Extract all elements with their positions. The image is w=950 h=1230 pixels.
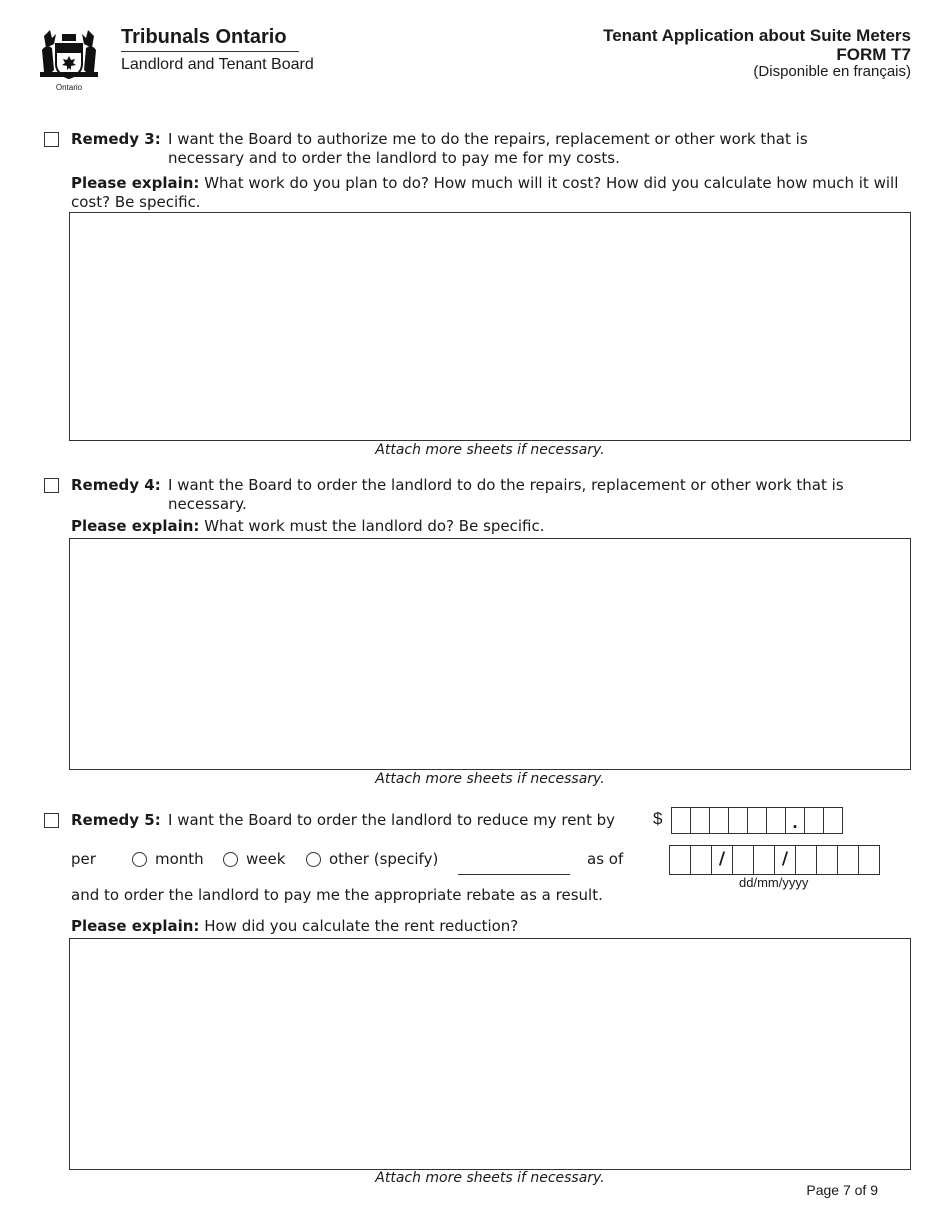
remedy-4-explain: [71, 517, 911, 536]
per-other-radio[interactable]: [306, 852, 321, 867]
date-separator: /: [718, 849, 726, 869]
remedy-4-explain-text: What work must the landlord do? Be specific.: [204, 517, 545, 535]
amount-cents-digit[interactable]: [823, 807, 843, 834]
date-separator-box: [774, 845, 796, 875]
amount-digit[interactable]: [747, 807, 767, 834]
french-availability-note: (Disponible en français): [753, 63, 911, 80]
decimal-separator: .: [792, 814, 798, 832]
per-week-label: week: [246, 850, 286, 868]
remedy-5-explain-text: How did you calculate the rent reduction?: [204, 917, 519, 935]
org-name: Tribunals Ontario: [121, 26, 287, 48]
remedy-3-explanation-textarea[interactable]: [69, 212, 911, 441]
other-specify-input[interactable]: [458, 852, 570, 875]
form-number: FORM T7: [836, 45, 911, 64]
ontario-coat-of-arms-logo: [36, 26, 102, 92]
remedy-3-explain-text: What work do you plan to do? How much will it cost? How did you calculate how much it will cost? Be specific.: [71, 174, 899, 211]
remedy-4-explanation-textarea[interactable]: [69, 538, 911, 770]
amount-digit[interactable]: [709, 807, 729, 834]
date-format-hint: dd/mm/yyyy: [739, 875, 809, 890]
date-year-digit[interactable]: [816, 845, 838, 875]
amount-decimal-box: [785, 807, 805, 834]
currency-symbol: $: [653, 809, 663, 828]
amount-digit[interactable]: [766, 807, 786, 834]
amount-digit[interactable]: [728, 807, 748, 834]
remedy-3-checkbox[interactable]: [44, 132, 59, 147]
per-week-radio[interactable]: [223, 852, 238, 867]
remedy-3-attach-note: Attach more sheets if necessary.: [375, 442, 605, 458]
form-title: Tenant Application about Suite Meters: [603, 26, 911, 45]
amount-digit[interactable]: [671, 807, 691, 834]
date-separator-box: [711, 845, 733, 875]
remedy-5-explain: [71, 917, 911, 935]
remedy-5-label: Remedy 5:: [71, 811, 161, 829]
date-month-digit[interactable]: [732, 845, 754, 875]
amount-cents-digit[interactable]: [804, 807, 824, 834]
page-number: Page 7 of 9: [806, 1182, 878, 1198]
remedy-5-explain-label: Please explain:: [71, 917, 200, 935]
date-separator: /: [781, 849, 789, 869]
remedy-3-explain: [71, 174, 911, 212]
remedy-3-text: I want the Board to authorize me to do the repairs, replacement or other work that is necessary and to order the landlord to pay me for my costs.: [168, 130, 808, 167]
per-month-radio[interactable]: [132, 852, 147, 867]
as-of-label: as of: [587, 850, 624, 868]
logo-caption: Ontario: [55, 83, 83, 92]
org-divider: [121, 51, 299, 52]
remedy-5-attach-note: Attach more sheets if necessary.: [375, 1170, 605, 1186]
per-label: per: [71, 850, 96, 868]
date-year-digit[interactable]: [795, 845, 817, 875]
remedy-5-checkbox[interactable]: [44, 813, 59, 828]
remedy-5-text: I want the Board to order the landlord to reduce my rent by: [168, 811, 615, 829]
date-year-digit[interactable]: [858, 845, 880, 875]
remedy-3-explain-label: Please explain:: [71, 174, 200, 192]
remedy-4-checkbox[interactable]: [44, 478, 59, 493]
per-month-label: month: [155, 850, 204, 868]
as-of-date-field[interactable]: [669, 845, 879, 872]
amount-digit[interactable]: [690, 807, 710, 834]
remedy-3-label: Remedy 3:: [71, 130, 161, 148]
rebate-text: and to order the landlord to pay me the appropriate rebate as a result.: [71, 886, 603, 904]
remedy-4-explain-label: Please explain:: [71, 517, 200, 535]
remedy-4-text: I want the Board to order the landlord to do the repairs, replacement or other work that is necessary.: [168, 476, 844, 513]
per-other-label: other (specify): [329, 850, 439, 868]
date-day-digit[interactable]: [669, 845, 691, 875]
rent-reduction-amount-field[interactable]: [671, 807, 842, 834]
date-day-digit[interactable]: [690, 845, 712, 875]
remedy-4-label: Remedy 4:: [71, 476, 161, 494]
date-year-digit[interactable]: [837, 845, 859, 875]
date-month-digit[interactable]: [753, 845, 775, 875]
board-name: Landlord and Tenant Board: [121, 56, 314, 73]
remedy-5-explanation-textarea[interactable]: [69, 938, 911, 1170]
remedy-4-attach-note: Attach more sheets if necessary.: [375, 771, 605, 787]
